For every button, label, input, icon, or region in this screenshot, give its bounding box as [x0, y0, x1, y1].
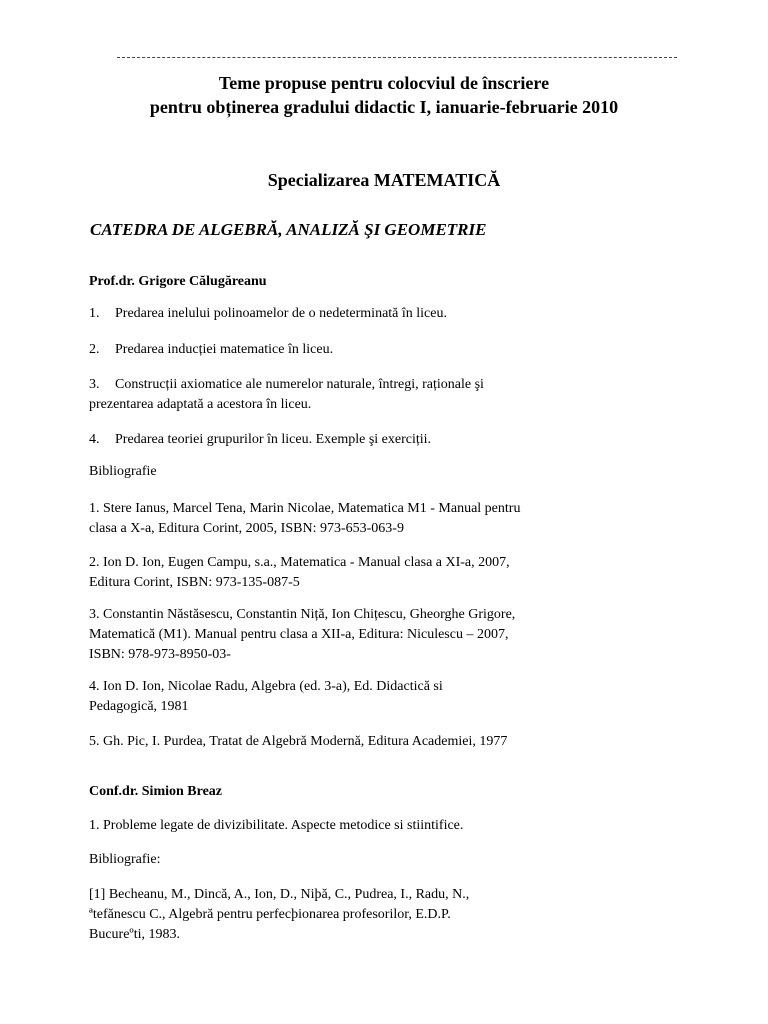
bibliography-entry-1: [89, 499, 569, 539]
specialization-heading: Specializarea MATEMATICĂ: [267, 170, 501, 190]
professor2-topic: 1. Probleme legate de divizibilitate. Aspecte metodice si stiintifice.: [89, 818, 464, 833]
bibliography-entry-4: [89, 677, 569, 717]
topic-text: Predarea teoriei grupurilor în liceu. Exemple şi exerciții.: [115, 432, 432, 447]
professor2-bibliography-label: Bibliografie:: [89, 852, 161, 867]
bibliography-entry-3: [89, 605, 569, 665]
topic-number: 3.: [89, 377, 100, 392]
topic-text: Predarea inelului polinoamelor de o nedeterminată în liceu.: [115, 306, 447, 321]
bib-line: 1. Stere Ianus, Marcel Tena, Marin Nicolae, Matematica M1 - Manual pentru: [89, 501, 521, 516]
bib-line: Editura Corint, ISBN: 973-135-087-5: [89, 575, 300, 590]
bib-line: Pedagogică, 1981: [89, 699, 189, 714]
bib-line: Matematică (M1). Manual pentru clasa a XII-a, Editura: Niculescu – 2007,: [89, 627, 509, 642]
topic-text: Predarea inducției matematice în liceu.: [115, 342, 334, 357]
bib-line: [1] Becheanu, M., Dincă, A., Ion, D., Niþă, C., Pudrea, I., Radu, N.,: [89, 887, 470, 902]
top-dashed-rule: [117, 57, 677, 58]
topic-item: [89, 340, 569, 360]
professor1-name: Prof.dr. Grigore Călugăreanu: [89, 274, 267, 289]
bib-line: ªtefănescu C., Algebră pentru perfecþionarea profesorilor, E.D.P.: [89, 907, 451, 922]
topic-text: Construcții axiomatice ale numerelor naturale, întregi, raționale şi: [115, 377, 484, 392]
professor2-name: Conf.dr. Simion Breaz: [89, 784, 223, 799]
topic-item: [89, 304, 569, 324]
topic-number: 4.: [89, 432, 100, 447]
bib-line: Bucureºti, 1983.: [89, 927, 181, 942]
bibliography-entry-5: [89, 732, 569, 752]
topic-item: [89, 430, 569, 450]
bib-line: 5. Gh. Pic, I. Purdea, Tratat de Algebră Modernă, Editura Academiei, 1977: [89, 734, 508, 749]
topic-text-continuation: prezentarea adaptată a acestora în liceu.: [89, 397, 312, 412]
document-title-line2: pentru obținerea gradului didactic I, ianuarie-februarie 2010: [149, 97, 619, 117]
professor2-bibliography-entry: [89, 885, 569, 945]
bib-line: clasa a X-a, Editura Corint, 2005, ISBN: 973-653-063-9: [89, 521, 404, 536]
bib-line: 2. Ion D. Ion, Eugen Campu, s.a., Matematica - Manual clasa a XI-a, 2007,: [89, 555, 510, 570]
bib-line: 4. Ion D. Ion, Nicolae Radu, Algebra (ed. 3-a), Ed. Didactică si: [89, 679, 443, 694]
bib-line: 3. Constantin Năstăsescu, Constantin Niță, Ion Chițescu, Gheorghe Grigore,: [89, 607, 516, 622]
bibliography-entry-2: [89, 553, 569, 593]
topic-item: [89, 375, 569, 395]
department-heading: CATEDRA DE ALGEBRĂ, ANALIZĂ ŞI GEOMETRIE: [90, 220, 487, 239]
document-title-line1: Teme propuse pentru colocviul de înscriere: [218, 73, 550, 93]
topic-number: 1.: [89, 306, 100, 321]
bib-line: ISBN: 978-973-8950-03-: [89, 647, 231, 662]
bibliography-label: Bibliografie: [89, 464, 157, 479]
topic-number: 2.: [89, 342, 100, 357]
